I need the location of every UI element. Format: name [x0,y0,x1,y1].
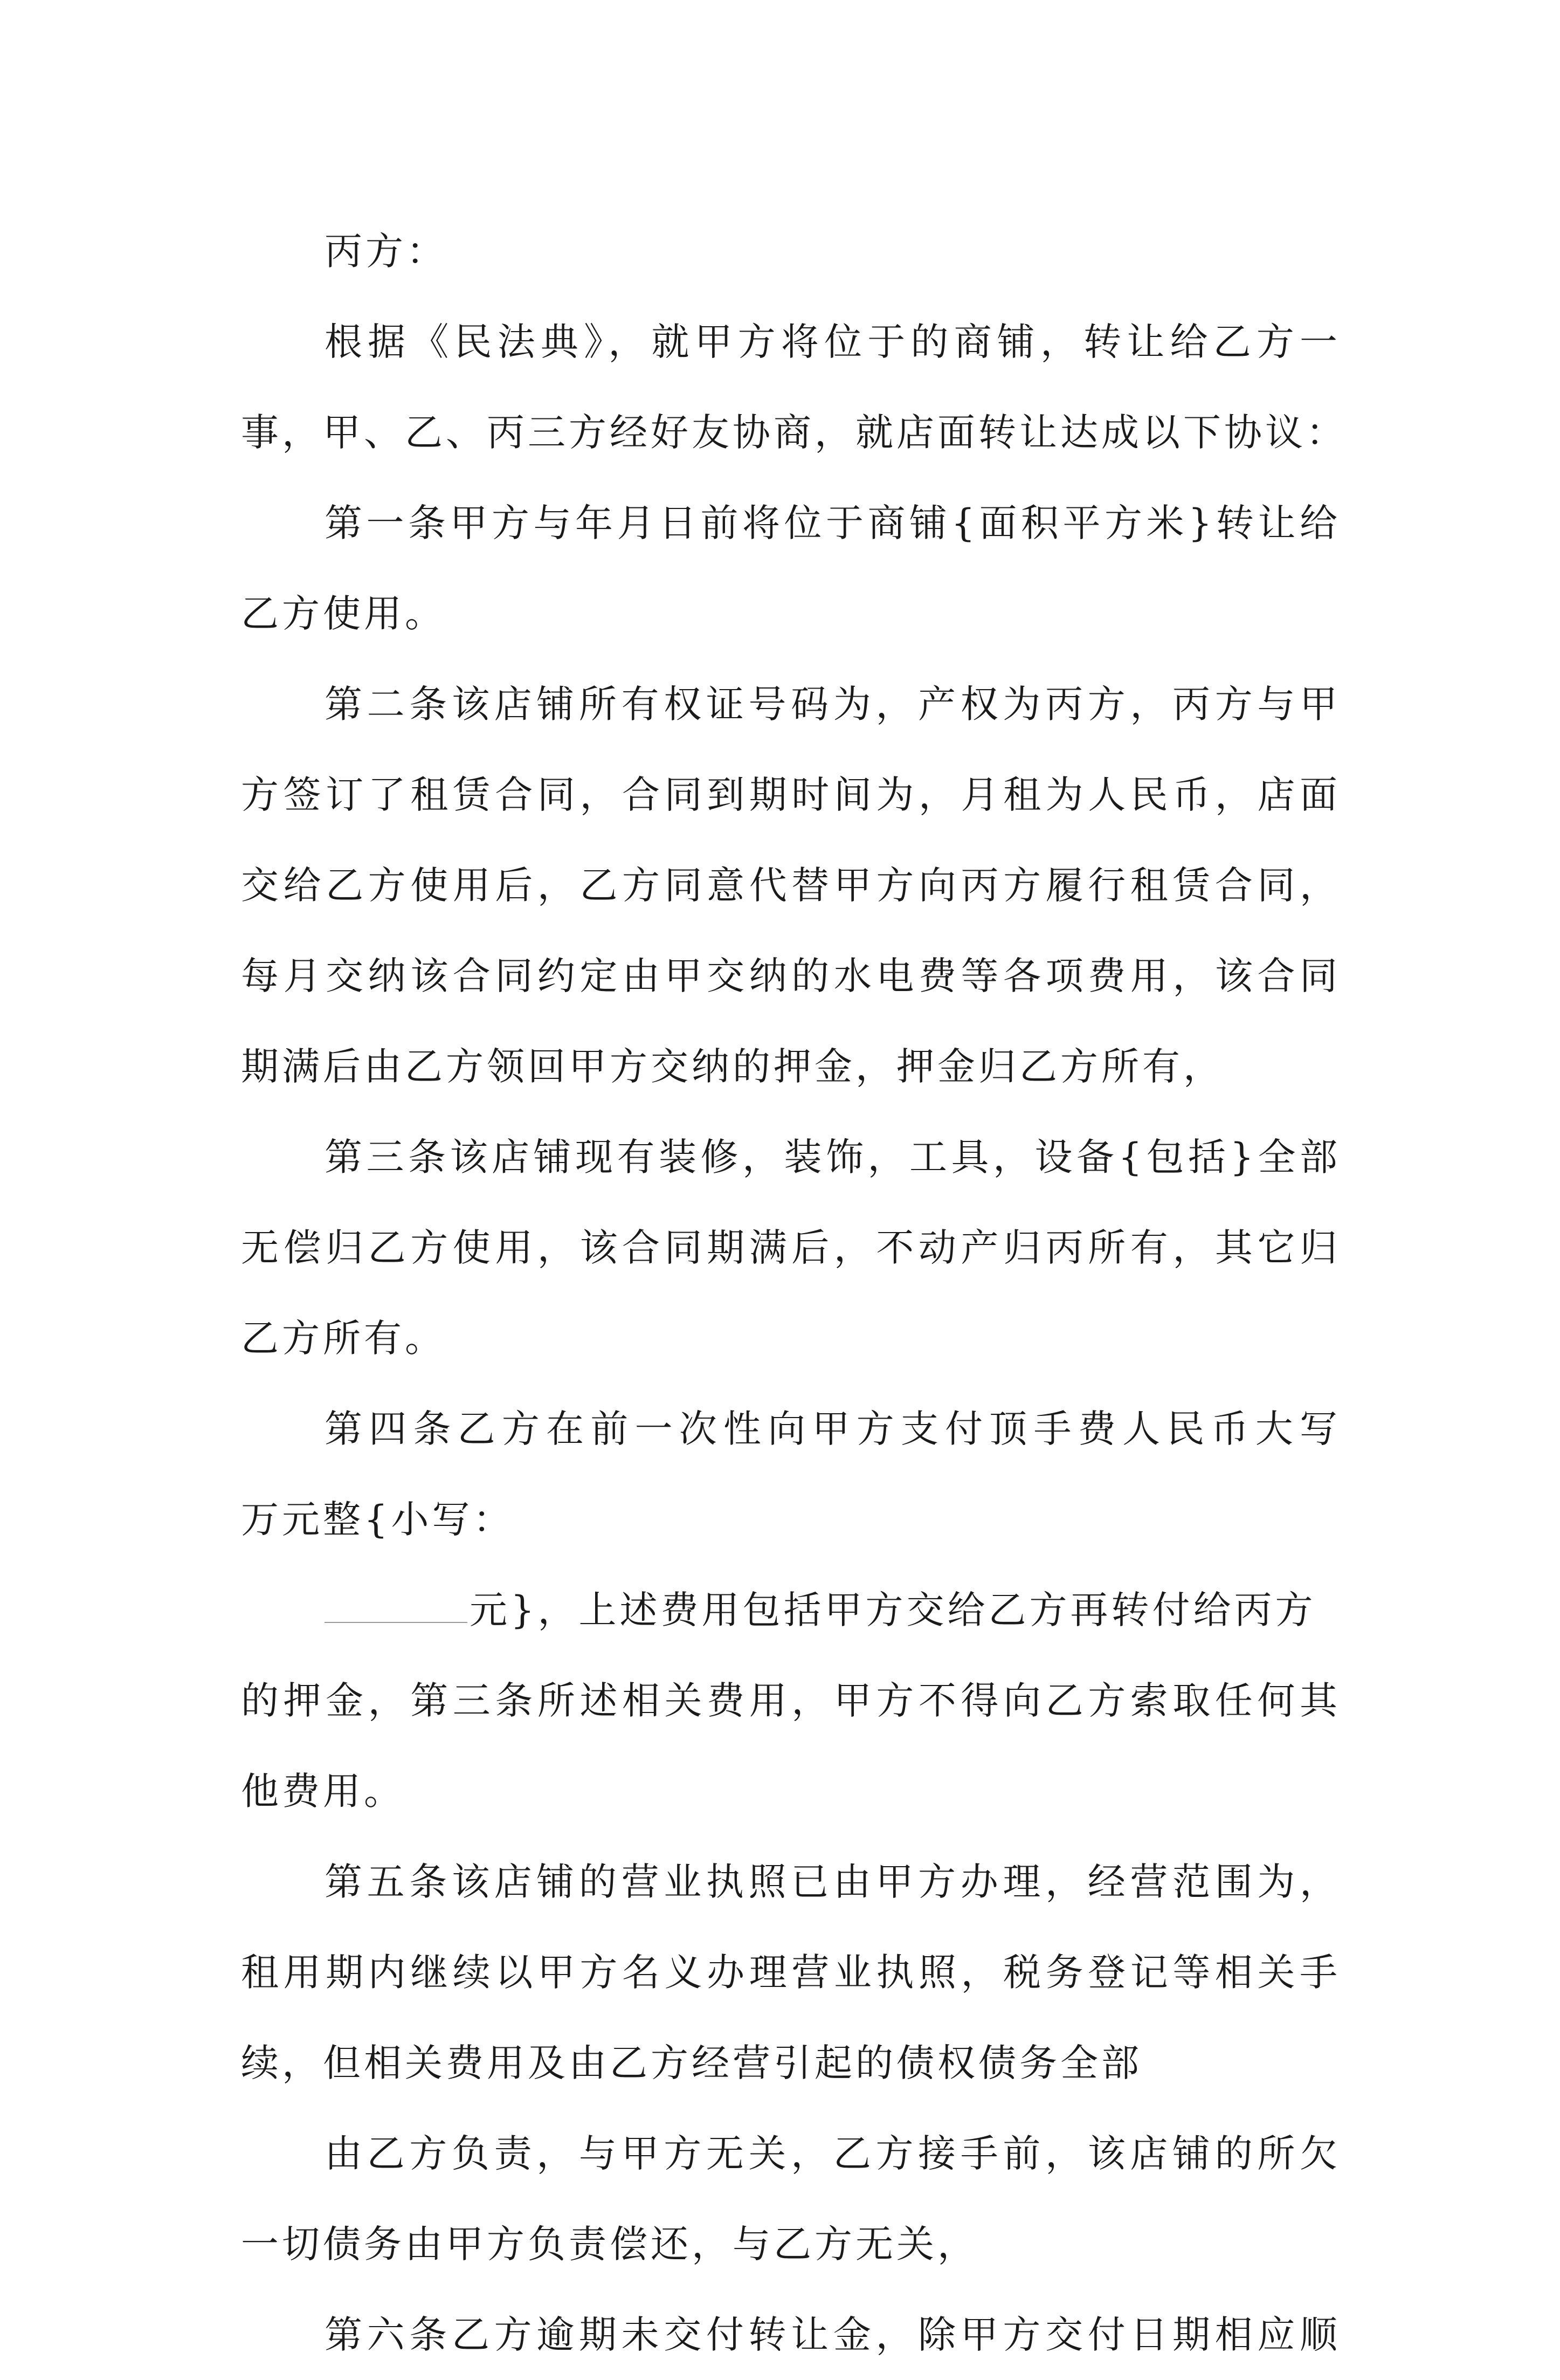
text-line: 第三条该店铺现有装修，装饰，工具，设备{包括}全部 [325,1135,1341,1179]
fill-in-blank [325,1570,467,1623]
text-line: 根据《民法典》，就甲方将位于的商铺，转让给乙方一 [325,320,1341,364]
text-line: 第一条甲方与年月日前将位于商铺{面积平方米}转让给 [325,501,1341,545]
text-line: 乙方使用。 [241,591,446,636]
text-line: 第六条乙方逾期未交付转让金，除甲方交付日期相应顺 [325,2313,1341,2357]
text-line: 乙方所有。 [241,1316,446,1360]
text-line: 第二条该店铺所有权证号码为，产权为丙方，丙方与甲 [325,682,1341,726]
text-line: 万元整{小写： [241,1497,514,1542]
text-line [241,1565,1341,1655]
text-line: 续，但相关费用及由乙方经营引起的债权债务全部 [241,2041,1142,2085]
text-line: 租用期内继续以甲方名义办理营业执照，税务登记等相关手 [241,1950,1341,1994]
text-line: 的押金，第三条所述相关费用，甲方不得向乙方索取任何其 [241,1679,1341,1723]
text-line: 无偿归乙方使用，该合同期满后，不动产归丙所有，其它归 [241,1226,1341,1270]
text-line: 由乙方负责，与甲方无关，乙方接手前，该店铺的所欠 [325,2131,1341,2176]
text-line-content: 元}，上述费用包括甲方交给乙方再转付给丙方 [470,1588,1316,1632]
text-line: 第五条该店铺的营业执照已由甲方办理，经营范围为， [325,1860,1341,1904]
contract-body [241,206,1347,2380]
text-line: 丙方： [325,229,447,273]
text-line: 交给乙方使用后，乙方同意代替甲方向丙方履行租赁合同， [241,863,1341,907]
text-line: 第四条乙方在前一次性向甲方支付顶手费人民币大写 [325,1407,1341,1451]
text-line: 期满后由乙方领回甲方交纳的押金，押金归乙方所有， [241,1044,1224,1089]
text-line: 他费用。 [241,1769,405,1813]
text-line: 方签订了租赁合同，合同到期时间为，月租为人民币，店面 [241,773,1341,817]
text-line: 一切债务由甲方负责偿还，与乙方无关， [241,2222,978,2266]
text-line: 事，甲、乙、丙三方经好友协商，就店面转让达成以下协议： [241,410,1347,455]
text-line: 每月交纳该合同约定由甲交纳的水电费等各项费用，该合同 [241,954,1341,998]
